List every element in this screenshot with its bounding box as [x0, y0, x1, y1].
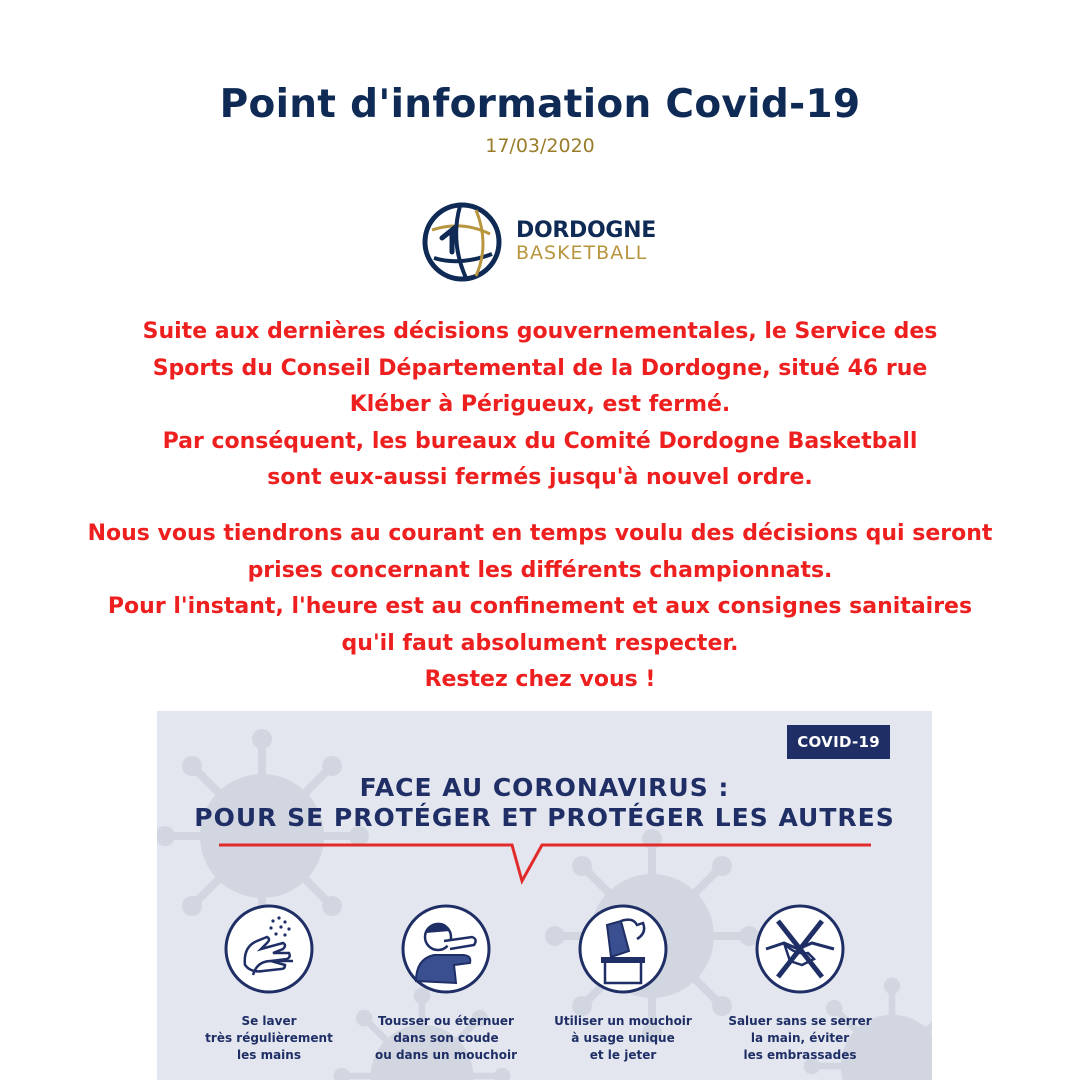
caption-line: très régulièrement — [205, 1031, 333, 1045]
logo-text-basketball: BASKETBALL — [516, 242, 648, 264]
paragraph-line: Suite aux dernières décisions gouvernementales, le Service des — [142, 319, 938, 344]
gesture-caption — [184, 1013, 354, 1064]
logo-text-dordogne: DORDOGNE — [516, 218, 656, 243]
coronavirus-poster — [157, 711, 932, 1080]
gesture-caption — [715, 1013, 885, 1064]
date-label: 17/03/2020 — [485, 135, 595, 157]
paragraph-line: Kléber à Périgueux, est fermé. — [349, 392, 731, 417]
paragraph-line: sont eux-aussi fermés jusqu'à nouvel ordre. — [267, 465, 813, 490]
caption-line: à usage unique — [571, 1031, 675, 1045]
paragraph-line: Pour l'instant, l'heure est au confinement et aux consignes sanitaires — [107, 594, 973, 619]
caption-line: les mains — [237, 1048, 301, 1062]
paragraph-line: prises concernant les différents championnats. — [247, 557, 833, 583]
caption-line: et le jeter — [589, 1048, 657, 1062]
caption-line: la main, éviter — [750, 1031, 850, 1045]
page-title: Point d'information Covid-19 — [219, 82, 861, 127]
poster-title-line-2: POUR SE PROTÉGER ET PROTÉGER LES AUTRES — [194, 803, 895, 832]
announcement-paragraph-1 — [0, 314, 1080, 497]
caption-line: dans son coude — [393, 1031, 499, 1045]
caption-line: Tousser ou éternuer — [378, 1014, 514, 1028]
paragraph-line: qu'il faut absolument respecter. — [341, 630, 739, 656]
gesture-caption — [538, 1013, 708, 1064]
covid-badge: COVID-19 — [787, 725, 890, 759]
speech-bubble-line — [157, 711, 932, 891]
hand-washing-icon — [223, 903, 315, 995]
basketball-icon — [420, 200, 504, 284]
caption-line: Saluer sans se serrer — [728, 1014, 872, 1028]
caption-line: Utiliser un mouchoir — [554, 1014, 692, 1028]
paragraph-line: Nous vous tiendrons au courant en temps voulu des décisions qui seront — [87, 521, 993, 546]
no-handshake-icon — [754, 903, 846, 995]
dordogne-basketball-logo — [420, 200, 670, 284]
cough-elbow-icon — [400, 903, 492, 995]
caption-line: Se laver — [241, 1014, 297, 1028]
paragraph-line: Restez chez vous ! — [424, 667, 656, 692]
caption-line: les embrassades — [743, 1048, 857, 1062]
paragraph-line: Par conséquent, les bureaux du Comité Dordogne Basketball — [162, 428, 918, 454]
caption-line: ou dans un mouchoir — [374, 1048, 517, 1062]
tissue-icon — [577, 903, 669, 995]
gesture-caption — [361, 1013, 531, 1064]
announcement-paragraph-2 — [0, 516, 1080, 699]
poster-title-line-1: FACE AU CORONAVIRUS : — [359, 773, 730, 802]
paragraph-line: Sports du Conseil Départemental de la Dordogne, situé 46 rue — [152, 355, 928, 381]
